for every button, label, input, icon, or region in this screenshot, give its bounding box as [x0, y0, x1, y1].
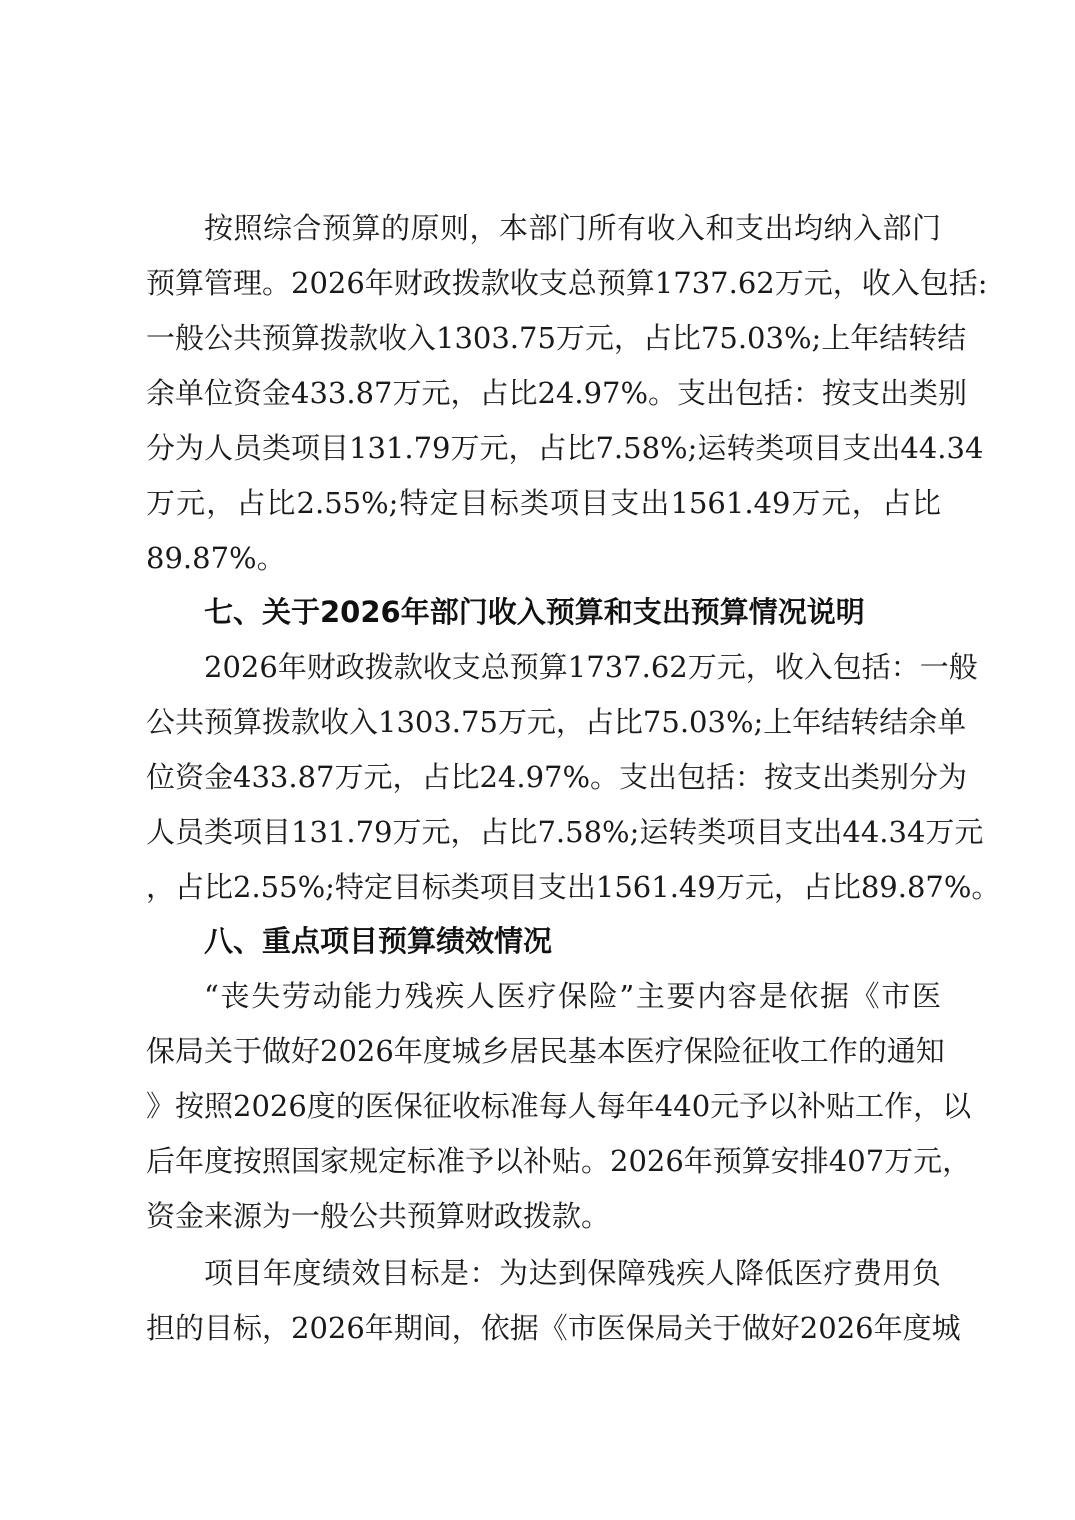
text-line: ，占比2.55%;特定目标类项目支出1561.49万元，占比89.87%。 [146, 870, 1001, 904]
text-line: 公共预算拨款收入1303.75万元，占比75.03%;上年结转结余单 [146, 705, 967, 739]
text-line: 后年度按照国家规定标准予以补贴。2026年预算安排407万元， [146, 1144, 972, 1178]
section-heading-8: 八、重点项目预算绩效情况 [204, 924, 553, 958]
text-line: 人员类项目131.79万元，占比7.58%;运转类项目支出44.34万元 [146, 815, 984, 849]
text-line: 位资金433.87万元，占比24.97%。支出包括：按支出类别分为 [146, 760, 968, 794]
text-line: 2026年财政拨款收支总预算1737.62万元，收入包括：一般 [204, 650, 978, 684]
text-line: 保局关于做好2026年度城乡居民基本医疗保险征收工作的通知 [146, 1034, 945, 1068]
text-line: 余单位资金433.87万元，占比24.97%。支出包括：按支出类别 [146, 376, 968, 410]
text-line: 按照综合预算的原则，本部门所有收入和支出均纳入部门 [204, 211, 941, 245]
text-line: 预算管理。2026年财政拨款收支总预算1737.62万元，收入包括: [146, 266, 988, 300]
text-line: 分为人员类项目131.79万元，占比7.58%;运转类项目支出44.34 [146, 431, 984, 465]
text-line: 》按照2026度的医保征收标准每人每年440元予以补贴工作，以 [146, 1089, 972, 1123]
text-line: “丧失劳动能力残疾人医疗保险”主要内容是依据《市医 [204, 979, 941, 1013]
text-line: 89.87%。 [146, 541, 286, 575]
text-line: 担的目标，2026年期间，依据《市医保局关于做好2026年度城 [146, 1311, 961, 1345]
text-line: 万元，占比2.55%;特定目标类项目支出1561.49万元，占比 [146, 486, 941, 520]
text-line: 一般公共预算拨款收入1303.75万元，占比75.03%;上年结转结 [146, 321, 967, 355]
section-heading-7: 七、关于2026年部门收入预算和支出预算情况说明 [204, 595, 865, 629]
text-line: 项目年度绩效目标是：为达到保障残疾人降低医疗费用负 [204, 1256, 941, 1290]
text-line: 资金来源为一般公共预算财政拨款。 [146, 1199, 611, 1233]
